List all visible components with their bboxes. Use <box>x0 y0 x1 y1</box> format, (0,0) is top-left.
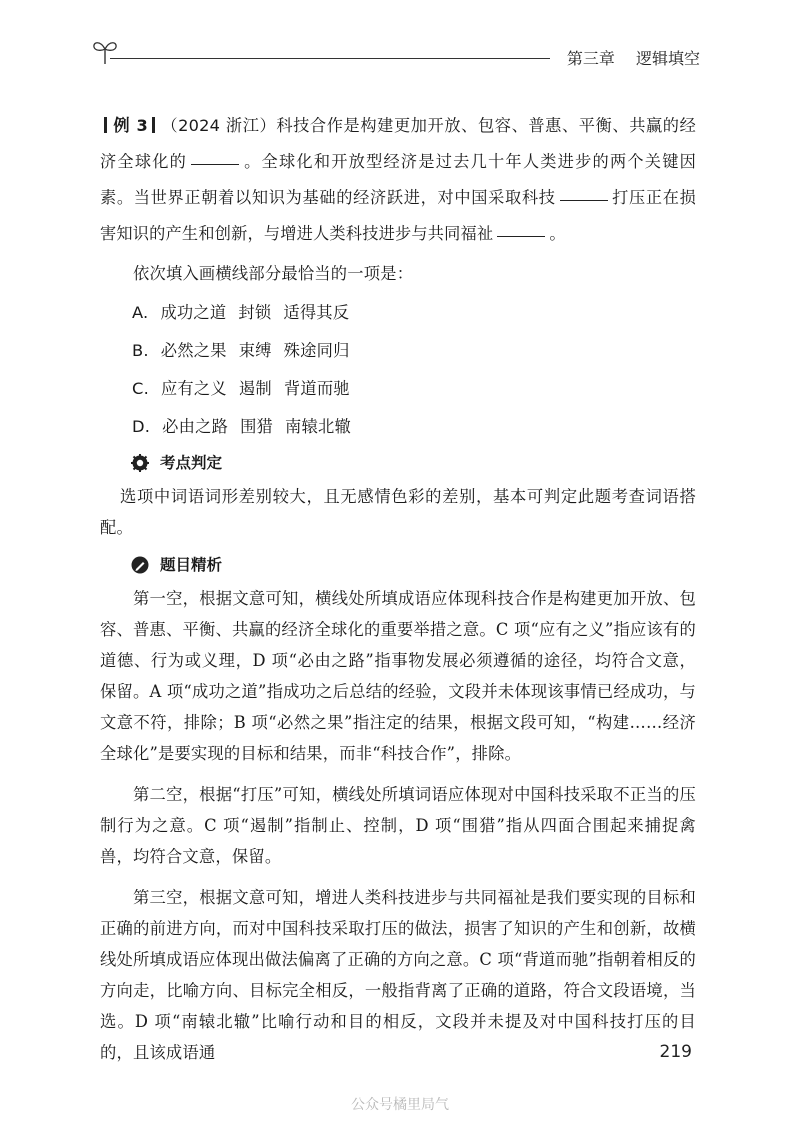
option-word-2: 围猎 <box>240 417 274 436</box>
option-word-1: 必然之果 <box>160 341 227 360</box>
analysis-paragraph: 第三空，根据文意可知，增进人类科技进步与共同福祉是我们要实现的目标和正确的前进方向，而对中国科技采取打压的做法，损害了知识的产生和创新，故横线处所填成语应体现出做法偏离了正确的方向之意。C 项“背道而驰”指朝着相反的方向走，比喻方向、目标完全相反，一般指背离了正确的道路，符合文段语境，当选。D 项“南辕北辙”比喻行动和目的相反，文段并未提及对中国科技打压的目的，且该成语通 <box>100 888 696 1062</box>
question-text-3: 打压正在损害知识的产生和创新，与增进人类科技进步与共同福祉 <box>100 188 696 243</box>
analysis-title <box>130 551 696 579</box>
kaodian-title-text: 考点判定 <box>160 454 223 472</box>
page-number: 219 <box>659 1042 692 1062</box>
header-rule <box>110 58 550 59</box>
page-content <box>100 108 696 1068</box>
kaodian-title <box>130 449 696 477</box>
option-a <box>132 299 696 327</box>
option-word-1: 必由之路 <box>162 417 229 436</box>
option-letter: D. <box>132 417 151 436</box>
option-word-2: 遏制 <box>238 379 272 398</box>
option-c <box>132 375 696 403</box>
question-source: （2024 浙江） <box>160 116 277 135</box>
example-label: 例 3 <box>113 116 148 135</box>
option-word-2: 束缚 <box>238 341 272 360</box>
chapter-title <box>551 46 700 69</box>
pen-icon <box>130 555 150 575</box>
analysis-paragraph: 第二空，根据“打压”可知，横线处所填词语应体现对中国科技采取不正当的压制行为之意。C 项“遏制”指制止、控制，D 项“围猎”指从四面合围起来捕捉禽兽，均符合文意，保留。 <box>100 785 696 866</box>
kaodian-text: 选项中词语词形差别较大，且无感情色彩的差别，基本可判定此题考查词语搭配。 <box>100 487 696 537</box>
option-word-3: 殊途同归 <box>283 341 350 360</box>
option-word-3: 南辕北辙 <box>285 417 351 436</box>
watermark: 公众号橘里局气 <box>351 1097 449 1113</box>
option-word-3: 适得其反 <box>283 303 350 322</box>
question-text-2: 。全球化和开放型经济是过去几十年人类进步的两个关键因素。当世界正朝着以知识为基础的经济跃进，对中国采取科技 <box>100 152 697 207</box>
example-marker-left <box>104 117 107 133</box>
section-name: 逻辑填空 <box>635 49 700 68</box>
blank-2 <box>560 199 608 201</box>
option-word-2: 封锁 <box>238 303 272 322</box>
option-word-1: 应有之义 <box>160 379 227 398</box>
question-ask: 依次填入画横线部分最恰当的一项是： <box>133 264 414 283</box>
chapter-number: 第三章 <box>566 49 615 68</box>
question-stem <box>100 108 696 252</box>
option-word-3: 背道而驰 <box>283 379 350 398</box>
option-letter: A. <box>132 303 149 322</box>
blank-1 <box>191 163 239 165</box>
option-b <box>132 337 696 365</box>
example-marker-right <box>152 117 155 133</box>
question-text-4: 。 <box>549 224 566 243</box>
analysis-title-text: 题目精析 <box>160 556 223 574</box>
option-letter: B. <box>132 341 149 360</box>
blank-3 <box>497 235 545 237</box>
option-letter: C. <box>132 379 149 398</box>
analysis-paragraph: 第一空，根据文意可知，横线处所填成语应体现科技合作是构建更加开放、包容、普惠、平衡、共赢的经济全球化的重要举措之意。C 项“应有之义”指应该有的道德、行为或义理，D 项“必由之路”指事物发展必须遵循的途径，均符合文意，保留。A 项“成功之道”指成功之后总结的经验，文段并未体现该事情已经成功，与文意不符，排除；B 项“必然之果”指注定的结果，根据文段可知，“构建……经济全球化”是要实现的目标和结果，而非“科技合作”，排除。 <box>100 589 696 763</box>
sprout-icon <box>92 36 118 66</box>
option-word-1: 成功之道 <box>160 303 227 322</box>
gear-icon <box>130 453 150 473</box>
option-d <box>132 413 696 441</box>
running-header <box>92 36 700 72</box>
question-text-1: 科技合作是构建更加开放、包容、普惠、平衡、共赢的经济全球化的 <box>100 116 696 171</box>
